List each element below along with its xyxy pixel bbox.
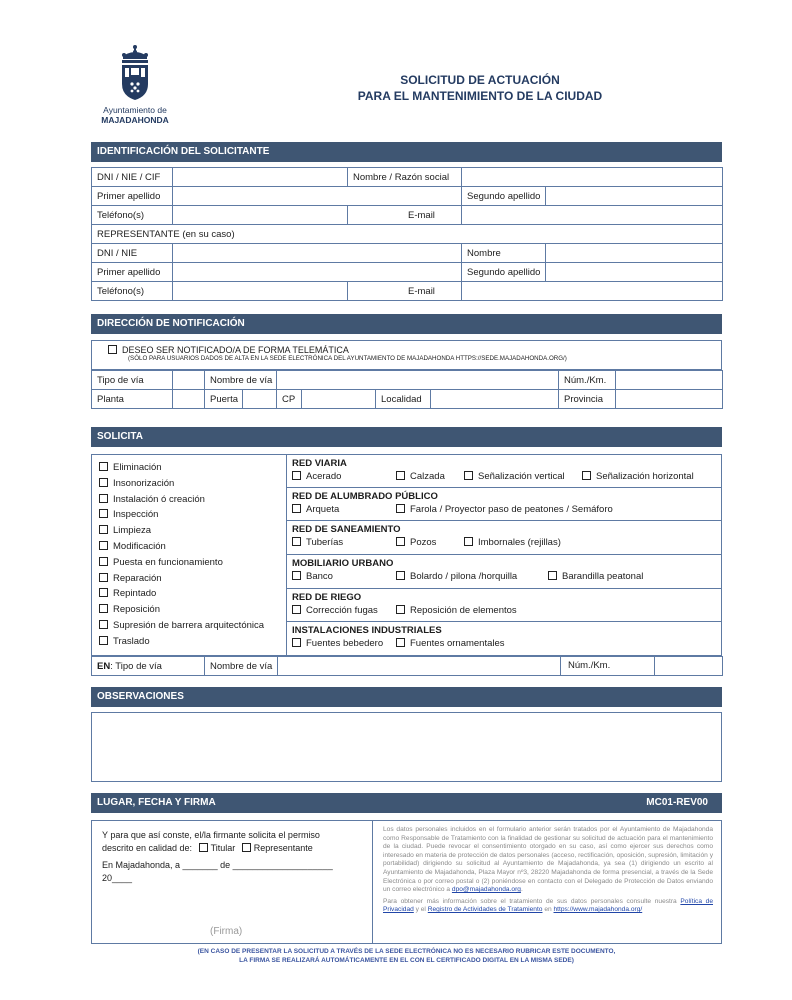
privacy-text-3: y el (415, 906, 426, 914)
group-instalaciones (287, 622, 722, 656)
website-link[interactable]: https://www.majadahonda.org/ (553, 906, 643, 914)
action-checkbox[interactable] (99, 509, 108, 518)
option-checkbox[interactable] (396, 471, 405, 480)
option-checkbox[interactable] (582, 471, 591, 480)
privacy-text-1: Los datos personales incluidos en el formulario anterior serán tratados por el Ayuntamiento de Majadahonda como Responsable de Tratamiento con la finalidad de gestionar su solicitud de actuación para el mantenimiento de la ciudad. Puede revocar el consentimiento otorgado en su caso, así como ejercer sus derechos como interesado en materia de protección de datos personales (acceso, rectificación, oposición, supresión, limitación y portabilidad) dirigiendo su solicitud al Ayuntamiento de Majadahonda, ya sea (1) dirigiendo un escrito al Ayuntamiento de Majadahonda, Plaza Mayor nº3, 28220 Majadahonda de forma presencial, a través de la Sede Electrónica o por correo postal o (2) poniéndose en contacto con el Delegado de Protección de Datos enviando un correo electrónico a (383, 826, 713, 894)
declaration-line-2 (102, 842, 364, 855)
group-title: RED DE RIEGO (292, 591, 362, 603)
option-checkbox[interactable] (396, 571, 405, 580)
footer-line-1: (EN CASO DE PRESENTAR LA SOLICITUD A TRAVÉS DE LA SEDE ELECTRÓNICA NO ES NECESARIO RUBRICAR ESTE DOCUMENTO, (197, 948, 616, 955)
group-title: RED DE ALUMBRADO PÚBLICO (292, 490, 438, 502)
input-num-km[interactable] (616, 371, 723, 390)
group-alumbrado (287, 488, 722, 522)
group-title: RED DE SANEAMIENTO (292, 524, 401, 536)
representante-checkbox[interactable] (242, 843, 251, 852)
label-dni-nie-rep: DNI / NIE (92, 244, 173, 263)
action-checkbox[interactable] (99, 588, 108, 597)
label-tipo-via: Tipo de vía (92, 371, 173, 390)
action-item (99, 602, 286, 618)
input-nombre-rep[interactable] (546, 244, 723, 263)
option-checkbox[interactable] (396, 537, 405, 546)
label-num-km: Núm./Km. (559, 371, 616, 390)
option-label: Fuentes ornamentales (410, 638, 505, 650)
input-provincia[interactable] (616, 390, 723, 409)
firma-title: LUGAR, FECHA Y FIRMA (97, 797, 216, 808)
label-planta: Planta (92, 390, 173, 409)
footer-line-2: LA FIRMA SE REALIZARÁ AUTOMÁTICAMENTE EN EL CON EL CERTIFICADO DIGITAL EN LA MISMA SEDE) (239, 957, 574, 964)
input-telefono-rep[interactable] (173, 282, 348, 301)
action-label: Eliminación (113, 462, 162, 473)
label-en-nombre-via: Nombre de vía (205, 657, 278, 676)
form-code: MC01-REV00 (646, 797, 708, 808)
title-line-2: PARA EL MANTENIMIENTO DE LA CIUDAD (357, 89, 603, 103)
option-label: Fuentes bebedero (306, 638, 384, 650)
label-localidad: Localidad (376, 390, 431, 409)
option-checkbox[interactable] (396, 504, 405, 513)
action-item (99, 555, 286, 571)
option-checkbox[interactable] (292, 537, 301, 546)
logo-text-1: Ayuntamiento de (103, 105, 167, 115)
action-label: Insonorización (113, 477, 175, 489)
label-en-tipo-via (92, 657, 205, 676)
group-riego (287, 589, 722, 623)
label-primer-apellido-rep: Primer apellido (92, 263, 173, 282)
telematica-checkbox[interactable] (108, 345, 117, 354)
action-item (99, 586, 286, 602)
section-header-firma (91, 793, 722, 813)
option-label: Imbornales (rejillas) (478, 537, 561, 549)
action-label: Puesta en funcionamiento (113, 556, 223, 568)
address-table (91, 370, 723, 409)
option-checkbox[interactable] (396, 605, 405, 614)
action-label: Supresión de barrera arquitectónica (113, 619, 265, 631)
option-checkbox[interactable] (292, 504, 301, 513)
action-checkbox[interactable] (99, 541, 108, 550)
titular-checkbox[interactable] (199, 843, 208, 852)
input-dni-nie-cif[interactable] (173, 168, 348, 187)
privacy-text-4: en (544, 906, 552, 914)
label-telefono: Teléfono(s) (92, 206, 173, 225)
action-item (99, 460, 286, 476)
option-checkbox[interactable] (292, 571, 301, 580)
option-label: Calzada (410, 471, 445, 482)
label-telefono-rep: Teléfono(s) (92, 282, 173, 301)
input-segundo-apellido[interactable] (546, 187, 723, 206)
label-primer-apellido: Primer apellido (92, 187, 173, 206)
label-dni-nie-cif: DNI / NIE / CIF (92, 168, 173, 187)
action-item (99, 523, 286, 539)
actions-list (91, 454, 287, 656)
privacy-paragraph-1: Los datos personales incluidos en el formulario anterior serán tratados por el Ayuntamiento de Majadahonda como Responsable de Tratamiento con la finalidad de gestionar su solicitud de actuación para el mantenimiento de la ciudad. Puede revocar el consentimiento otorgado en su caso, así como ejercer sus derechos como interesado en materia de protección de datos personales (acceso, rectificación, oposición, supresión, limitación y portabilidad) dirigiendo su solicitud al Ayuntamiento de Majadahonda, ya sea (1) dirigiendo un escrito al Ayuntamiento de Majadahonda, Plaza Mayor nº3, 28220 Majadahonda de forma presencial, a través de la Sede Electrónica o por correo postal o (2) poniéndose en contacto con el Delegado de Protección de Datos enviando un correo electrónico a dpo@majadahonda.org. (383, 826, 713, 894)
action-label: Reparación (113, 572, 162, 584)
group-saneamiento (287, 521, 722, 555)
input-en-nombre-via[interactable] (278, 657, 655, 676)
label-en-tipo: : Tipo de vía (110, 660, 162, 672)
option-checkbox[interactable] (396, 638, 405, 647)
option-label: Bolardo / pilona /horquilla (410, 571, 518, 583)
action-label: Reposición (113, 604, 160, 616)
action-label: Limpieza (113, 525, 152, 537)
telematica-option (91, 340, 722, 370)
logo-text-2: MAJADAHONDA (101, 115, 169, 125)
applicant-table (91, 167, 723, 301)
input-nombre-razon[interactable] (462, 168, 723, 187)
label-puerta: Puerta (205, 390, 243, 409)
option-checkbox[interactable] (292, 605, 301, 614)
group-title: MOBILIARIO URBANO (292, 558, 394, 570)
label-nombre-rep: Nombre (462, 244, 546, 263)
firma-box (91, 820, 722, 944)
municipal-logo (90, 44, 180, 125)
category-groups (287, 454, 722, 656)
action-item (99, 571, 286, 587)
action-item (99, 492, 286, 508)
action-checkbox[interactable] (99, 573, 108, 582)
input-localidad[interactable] (431, 390, 559, 409)
action-checkbox[interactable] (99, 525, 108, 534)
divider (560, 657, 561, 675)
group-red-viaria (287, 454, 722, 488)
option-checkbox[interactable] (292, 638, 301, 647)
crown-shield-icon (115, 44, 155, 102)
label-segundo-apellido: Segundo apellido (462, 187, 546, 206)
input-segundo-apellido-rep[interactable] (546, 263, 723, 282)
label-nombre-via: Nombre de vía (205, 371, 277, 390)
input-primer-apellido[interactable] (173, 187, 462, 206)
option-checkbox[interactable] (548, 571, 557, 580)
section-header-notificacion: DIRECCIÓN DE NOTIFICACIÓN (91, 314, 722, 334)
privacy-policy-link[interactable]: Política de Privacidad (383, 897, 713, 914)
label-email: E-mail (348, 206, 462, 225)
action-label: Repintado (113, 588, 157, 600)
input-primer-apellido-rep[interactable] (173, 263, 462, 282)
titular-label: Titular (210, 843, 236, 853)
section-header-observaciones: OBSERVACIONES (91, 687, 722, 707)
input-dni-nie-rep[interactable] (173, 244, 462, 263)
firma-label: (Firma) (210, 926, 243, 937)
action-item (99, 539, 286, 555)
action-label: Traslado (113, 635, 150, 647)
input-tipo-via[interactable] (173, 371, 205, 390)
action-item (99, 634, 286, 650)
page-title (300, 72, 660, 104)
label-representante: REPRESENTANTE (en su caso) (92, 225, 723, 244)
action-checkbox[interactable] (99, 557, 108, 566)
input-puerta[interactable] (243, 390, 277, 409)
label-cp: CP (277, 390, 302, 409)
action-label: Inspección (113, 509, 159, 521)
telematica-note: (SÓLO PARA USUARIOS DADOS DE ALTA EN LA SEDE ELECTRÓNICA DEL AYUNTAMIENTO DE MAJADAHONDA HTTPS://SEDE.MAJADAHONDA.ORG/) (128, 355, 567, 362)
option-label: Corrección fugas (306, 604, 378, 616)
action-checkbox[interactable] (99, 462, 108, 471)
option-label: Barandilla peatonal (562, 571, 644, 583)
section-header-identificacion: IDENTIFICACIÓN DEL SOLICITANTE (91, 142, 722, 162)
observaciones-textarea[interactable] (91, 712, 722, 782)
group-mobiliario (287, 555, 722, 589)
input-telefono[interactable] (173, 206, 348, 225)
activities-register-link[interactable]: Registro de Actividades de Tratamiento (427, 906, 543, 914)
action-checkbox[interactable] (99, 494, 108, 503)
option-label: Banco (306, 571, 333, 583)
declaration-line-2-text: descrito en calidad de: (102, 843, 193, 853)
option-label: Pozos (410, 537, 437, 549)
group-title: RED VIARIA (292, 458, 347, 469)
title-line-1: SOLICITUD DE ACTUACIÓN (400, 73, 560, 87)
option-label: Farola / Proyector paso de peatones / Semáforo (410, 503, 613, 515)
input-en-num-km[interactable] (655, 657, 723, 676)
action-checkbox[interactable] (99, 636, 108, 645)
action-item (99, 618, 286, 634)
location-table (91, 656, 723, 676)
group-title: INSTALACIONES INDUSTRIALES (292, 625, 442, 637)
action-label: Modificación (113, 540, 166, 552)
action-checkbox[interactable] (99, 604, 108, 613)
privacy-notice (373, 821, 721, 943)
privacy-text-2: Para obtener más información sobre el tratamiento de sus datos personales consulte nuestra (383, 897, 677, 905)
action-label: Instalación ó creación (113, 493, 205, 505)
label-en: EN (97, 660, 111, 672)
label-nombre-razon: Nombre / Razón social (348, 168, 462, 187)
option-checkbox[interactable] (292, 471, 301, 480)
firma-declaration (92, 821, 373, 943)
action-item (99, 476, 286, 492)
option-checkbox[interactable] (464, 471, 473, 480)
input-email-rep[interactable] (462, 282, 723, 301)
action-item (99, 507, 286, 523)
declaration-line-1: Y para que así conste, el/la firmante solicita el permiso (102, 830, 320, 840)
label-en-num-km: Núm./Km. (568, 660, 611, 671)
place-date-line: En Majadahonda, a _______ de ____________________ 20____ (102, 860, 333, 883)
representante-label: Representante (253, 843, 313, 853)
telematica-label: DESEO SER NOTIFICADO/A DE FORMA TELEMÁTICA (122, 345, 349, 355)
section-header-solicita: SOLICITA (91, 427, 722, 447)
privacy-paragraph-2 (383, 898, 713, 915)
action-checkbox[interactable] (99, 620, 108, 629)
label-provincia: Provincia (559, 390, 616, 409)
dpo-email-link[interactable]: dpo@majadahonda.org (451, 886, 521, 894)
option-label: Señalización horizontal (596, 471, 694, 482)
action-checkbox[interactable] (99, 478, 108, 487)
option-label: Acerado (306, 471, 342, 482)
option-label: Tuberías (306, 537, 344, 549)
input-planta[interactable] (173, 390, 205, 409)
input-nombre-via[interactable] (277, 371, 559, 390)
label-segundo-apellido-rep: Segundo apellido (462, 263, 546, 282)
option-label: Reposición de elementos (410, 604, 517, 616)
footer-note (91, 947, 722, 965)
option-checkbox[interactable] (464, 537, 473, 546)
input-cp[interactable] (302, 390, 376, 409)
option-label: Señalización vertical (478, 471, 565, 482)
input-email[interactable] (462, 206, 723, 225)
label-email-rep: E-mail (348, 282, 462, 301)
option-label: Arqueta (306, 503, 340, 515)
